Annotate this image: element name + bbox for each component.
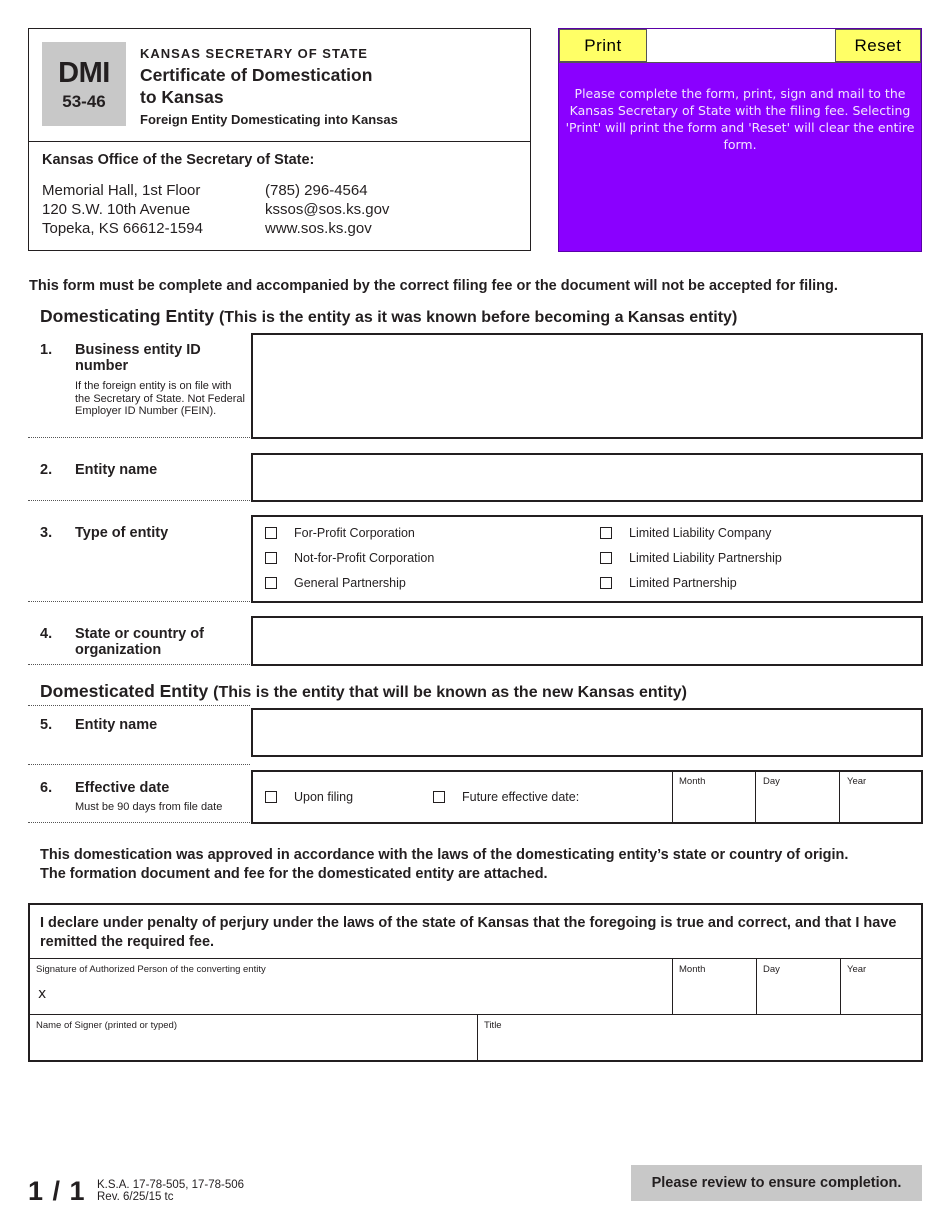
statute-reference	[97, 1179, 244, 1203]
type-label: Limited Liability Partnership	[629, 551, 782, 565]
domesticated-subtitle: (This is the entity that will be known as the new Kansas entity)	[213, 684, 687, 701]
checkbox[interactable]	[265, 552, 277, 564]
item4-label-line1: State or country of	[75, 626, 204, 642]
checkbox[interactable]	[265, 791, 277, 803]
panel-button-bar	[559, 29, 921, 63]
upon-filing-option[interactable]	[265, 790, 353, 804]
instruction-message: Please complete the form, print, sign and mail to the Kansas Secretary of State with the filing fee. Selecting 'Print' will print the form and 'Reset' will clear the entire form.	[565, 86, 915, 152]
office-phone: (785) 296-4564	[265, 182, 368, 199]
effective-date-box	[251, 770, 923, 824]
month-label: Month	[679, 964, 706, 975]
office-website: www.sos.ks.gov	[265, 220, 372, 237]
form-number: 53-46	[62, 92, 106, 111]
agency-name: KANSAS SECRETARY OF STATE	[140, 46, 368, 61]
item6-number: 6.	[40, 780, 53, 796]
item4-label-line2: organization	[75, 642, 162, 658]
print-button[interactable]: Print	[559, 29, 647, 62]
item1-label-line1: Business entity ID	[75, 342, 201, 358]
dotted-leader	[28, 705, 250, 706]
header-divider	[29, 141, 530, 142]
signature-field[interactable]	[30, 958, 672, 1014]
type-general-partnership[interactable]	[265, 576, 406, 590]
signer-name-field[interactable]	[30, 1014, 477, 1060]
item1-note: If the foreign entity is on file with the Secretary of State. Not Federal Employer ID Number (FEIN).	[75, 380, 245, 417]
dotted-leader	[28, 601, 250, 602]
address-line3: Topeka, KS 66612-1594	[42, 220, 203, 237]
effective-month-field[interactable]	[672, 772, 755, 822]
checkbox[interactable]	[600, 527, 612, 539]
entity-type-box	[251, 515, 923, 603]
type-limited-liability-company[interactable]	[600, 526, 771, 540]
item5-label: Entity name	[75, 717, 158, 733]
type-for-profit-corporation[interactable]	[265, 526, 415, 540]
day-label: Day	[763, 964, 780, 975]
office-heading: Kansas Office of the Secretary of State:	[42, 152, 315, 168]
item3-label: Type of entity	[75, 525, 169, 541]
reset-button[interactable]: Reset	[835, 29, 921, 62]
item4-number: 4.	[40, 626, 53, 642]
domesticating-entity-name-field[interactable]	[251, 453, 923, 502]
type-label: Limited Partnership	[629, 576, 737, 590]
state-of-organization-field[interactable]	[251, 616, 923, 666]
checkbox[interactable]	[265, 577, 277, 589]
signature-month-field[interactable]	[673, 958, 756, 1014]
checkbox[interactable]	[433, 791, 445, 803]
item1-label-line2: number	[75, 358, 129, 374]
item6-label: Effective date	[75, 780, 170, 796]
filing-notice: This form must be complete and accompanied by the correct filing fee or the document will not be accepted for filing.	[29, 278, 838, 294]
form-code: DMI	[58, 57, 110, 89]
item4-label	[75, 626, 204, 658]
dotted-leader	[28, 664, 250, 665]
office-contact	[265, 181, 389, 238]
declaration-box	[28, 903, 923, 1062]
checkbox[interactable]	[265, 527, 277, 539]
signer-title-label: Title	[484, 1020, 502, 1031]
effective-year-field[interactable]	[839, 772, 921, 822]
type-limited-liability-partnership[interactable]	[600, 551, 782, 565]
signature-day-field[interactable]	[757, 958, 840, 1014]
checkbox[interactable]	[600, 552, 612, 564]
approval-statement	[40, 846, 848, 884]
type-label: Limited Liability Company	[629, 526, 772, 540]
statute-text: K.S.A. 17-78-505, 17-78-506	[97, 1179, 245, 1191]
signature-label: Signature of Authorized Person of the converting entity	[36, 964, 266, 975]
office-address	[42, 181, 203, 238]
revision-text: Rev. 6/25/15 tc	[97, 1191, 174, 1203]
upon-filing-label: Upon filing	[294, 790, 354, 804]
dotted-leader	[28, 500, 250, 501]
type-label: For-Profit Corporation	[294, 526, 415, 540]
signature-year-field[interactable]	[841, 958, 921, 1014]
item2-label: Entity name	[75, 462, 158, 478]
office-email: kssos@sos.ks.gov	[265, 201, 390, 218]
year-label: Year	[847, 964, 867, 975]
domesticating-subtitle: (This is the entity as it was known before becoming a Kansas entity)	[218, 309, 738, 326]
form-title-line2: to Kansas	[140, 87, 224, 107]
type-label: General Partnership	[294, 576, 406, 590]
approval-line2: The formation document and fee for the domesticated entity are attached.	[40, 866, 548, 882]
business-id-field[interactable]	[251, 333, 923, 439]
item3-number: 3.	[40, 525, 53, 541]
address-line1: Memorial Hall, 1st Floor	[42, 182, 201, 199]
domesticated-title: Domesticated Entity	[40, 681, 209, 701]
effective-day-field[interactable]	[755, 772, 839, 822]
address-line2: 120 S.W. 10th Avenue	[42, 201, 191, 218]
form-subtitle: Foreign Entity Domesticating into Kansas	[140, 112, 398, 127]
item2-number: 2.	[40, 462, 53, 478]
instruction-panel	[558, 28, 922, 252]
review-notice: Please review to ensure completion.	[631, 1165, 922, 1201]
page-number: 1 / 1	[28, 1176, 86, 1206]
day-label: Day	[763, 776, 780, 787]
year-label: Year	[847, 776, 867, 787]
declaration-text: I declare under penalty of perjury under the laws of the state of Kansas that the foregoing is true and correct, and that I have remitted the required fee.	[40, 915, 897, 950]
future-date-option[interactable]	[433, 790, 579, 804]
domesticated-section-title	[40, 681, 687, 702]
form-title-line1: Certificate of Domestication	[140, 65, 373, 85]
checkbox[interactable]	[600, 577, 612, 589]
dotted-leader	[28, 822, 250, 823]
approval-line1: This domestication was approved in accordance with the laws of the domesticating entity’s state or country of origin.	[40, 847, 849, 863]
dotted-leader	[28, 437, 250, 438]
item6-note: Must be 90 days from file date	[75, 801, 223, 813]
signer-title-field[interactable]	[478, 1014, 921, 1060]
future-date-label: Future effective date:	[462, 790, 580, 804]
type-not-for-profit-corporation[interactable]	[265, 551, 434, 565]
item1-label	[75, 342, 201, 374]
form-header	[28, 28, 531, 251]
domesticating-title: Domesticating Entity	[40, 306, 215, 326]
item1-number: 1.	[40, 342, 53, 358]
type-limited-partnership[interactable]	[600, 576, 737, 590]
item5-number: 5.	[40, 717, 53, 733]
month-label: Month	[679, 776, 706, 787]
form-code-badge	[42, 42, 126, 126]
domesticating-section-title	[40, 306, 737, 327]
signature-x-mark: x	[38, 986, 47, 1002]
type-label: Not-for-Profit Corporation	[294, 551, 435, 565]
dotted-leader	[28, 764, 250, 765]
domesticated-entity-name-field[interactable]	[251, 708, 923, 757]
signer-name-label: Name of Signer (printed or typed)	[36, 1020, 177, 1031]
